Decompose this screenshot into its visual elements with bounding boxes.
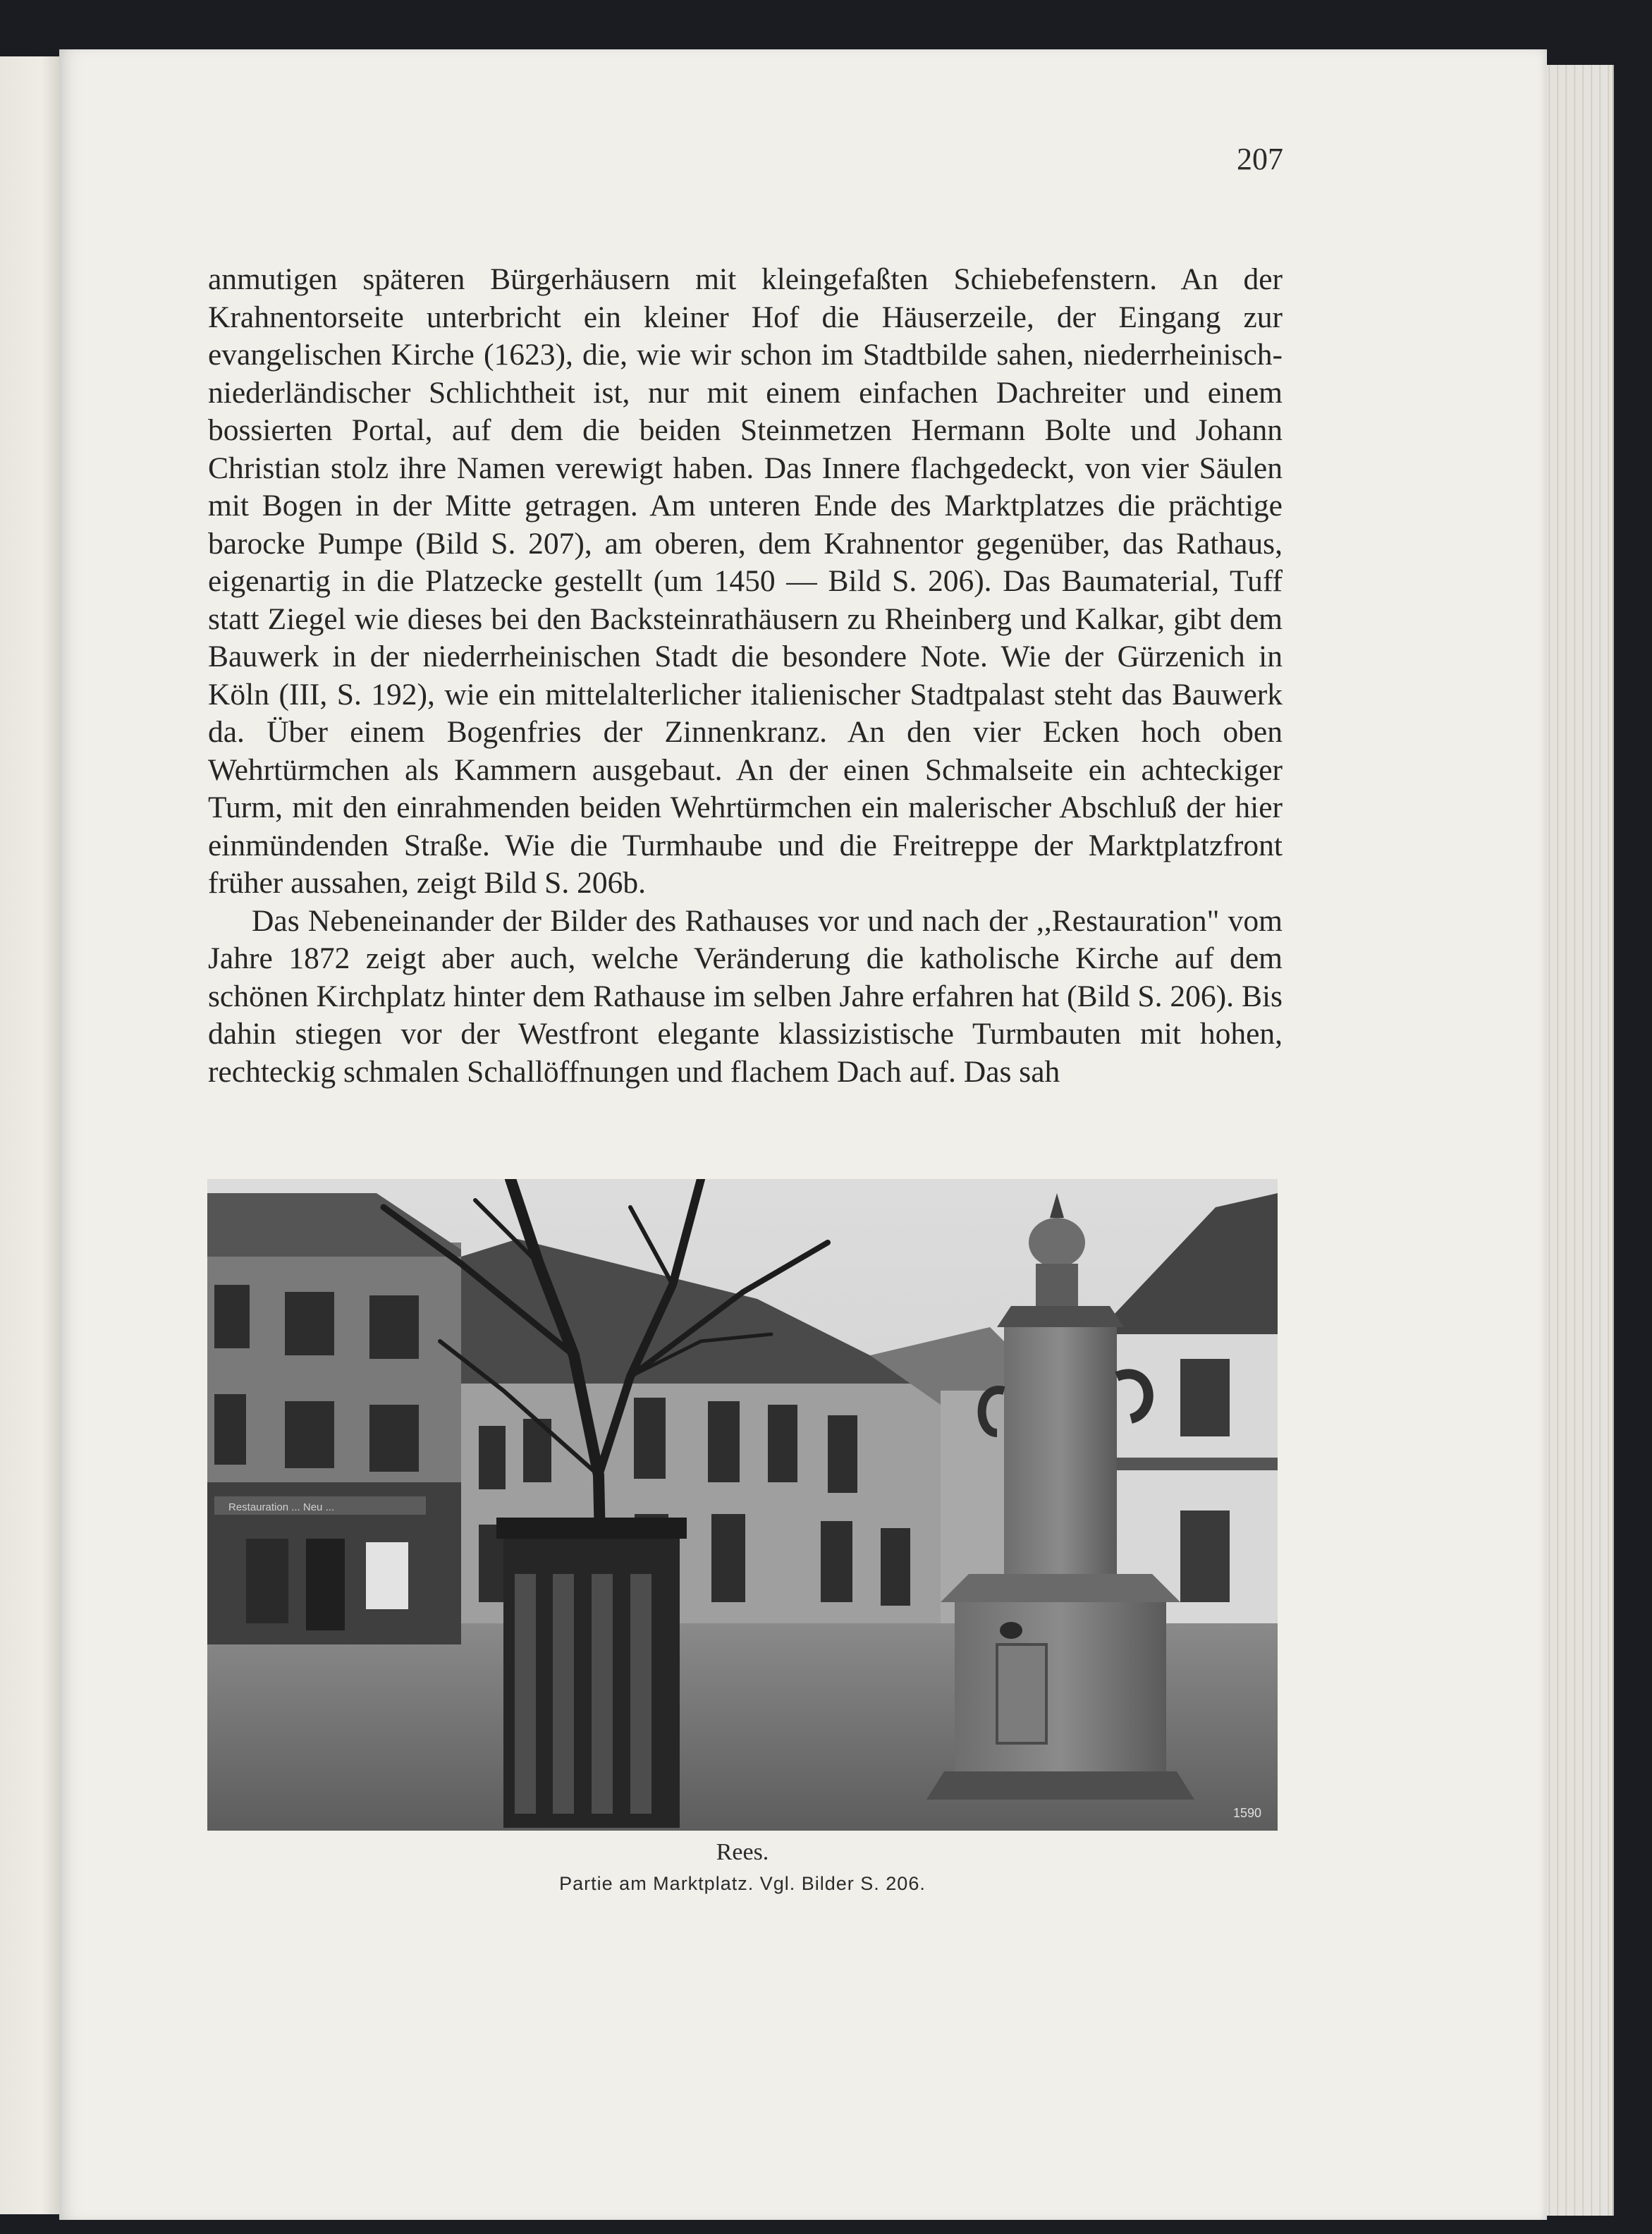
paragraph-1: anmutigen späteren Bürgerhäusern mit kleingefaßten Schiebefenstern. An der Krahnentorseite unterbricht ein kleiner Hof die Häuserzeile, der Eingang zur evangelischen Kirche (1623), die, wie wir schon im Stadtbilde sahen, niederrheinisch-niederländischer Schlichtheit ist, nur mit einem einfachen Dachreiter und einem bossierten Portal, auf dem die beiden Steinmetzen Hermann Bolte und Johann Christian stolz ihre Namen verewigt haben. Das Innere flachgedeckt, von vier Säulen mit Bogen in der Mitte getragen. Am unteren Ende des Marktplatzes die prächtige barocke Pumpe (Bild S. 207), am oberen, dem Krahnentor gegenüber, das Rathaus, eigenartig in die Platzecke gestellt (um 1450 — Bild S. 206). Das Baumaterial, Tuff statt Ziegel wie dieses bei den Backsteinrathäusern zu Rheinberg und Kalkar, gibt dem Bauwerk in der niederrheinischen Stadt die besondere Note. Wie der Gürzenich in Köln (III, S. 192), wie ein mittelalterlicher italienischer Stadtpalast steht das Bauwerk da. Über einem Bogenfries der Zinnenkranz. An den vier Ecken hoch oben Wehrtürmchen als Kammern ausgebaut. An der einen Schmalseite ein achteckiger Turm, mit den einrahmenden beiden Wehrtürmchen ein malerischer Abschluß der hier einmündenden Straße. Wie die Turmhaube und die Freitreppe der Marktplatzfront früher aussahen, zeigt Bild S. 206b. (208, 262, 1283, 900)
figure-caption-title: Rees. (716, 1839, 769, 1865)
left-house (207, 1193, 461, 1644)
tree-guard (496, 1518, 687, 1828)
figure-caption-subtitle: Partie am Marktplatz. Vgl. Bilder S. 206. (559, 1873, 926, 1894)
market-square-photo (207, 1179, 1278, 1831)
page-number: 207 (1237, 142, 1283, 176)
market-square-illustration (207, 1179, 1278, 1831)
shop-sign-text: Restauration ... Neu ... (228, 1501, 335, 1513)
engraver-mark: 1590 (1233, 1806, 1262, 1820)
body-text (208, 261, 1283, 1091)
left-page-edge (0, 56, 61, 2214)
paragraph-2: Das Nebeneinander der Bilder des Rathauses vor und nach der ,,Restauration" vom Jahre 1872 zeigt aber auch, welche Veränderung die katholische Kirche auf dem schönen Kirchplatz hinter dem Rathause im selben Jahre erfahren hat (Bild S. 206). Bis dahin stiegen vor der Westfront elegante klassizistische Turmbauten mit hohen, rechteckig schmalen Schallöffnungen und flachem Dach auf. Das sah (208, 903, 1283, 1089)
